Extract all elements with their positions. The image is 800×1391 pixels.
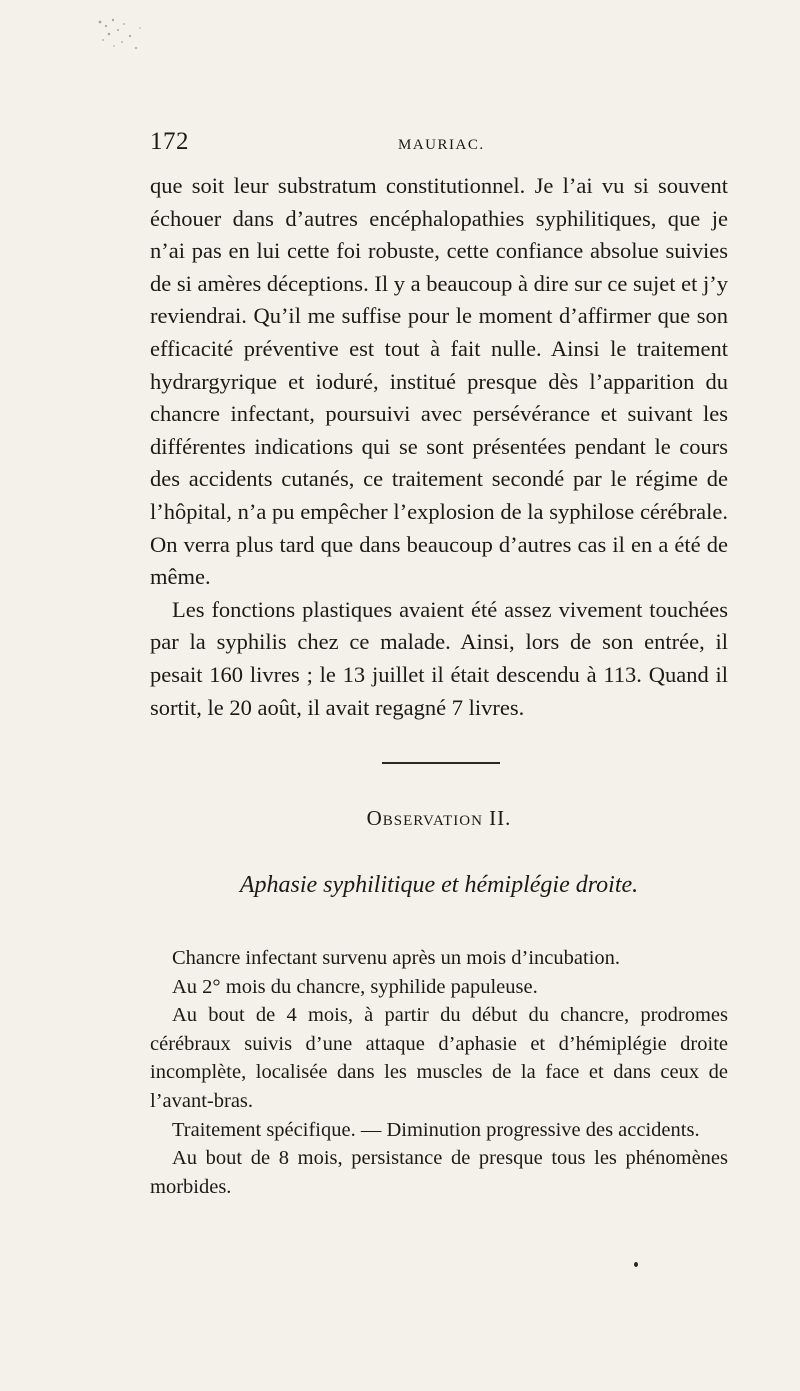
page-header bbox=[150, 128, 725, 162]
summary-line-treatment: Traitement spécifique. — Diminution progressive des accidents. bbox=[172, 1118, 700, 1141]
case-summary bbox=[150, 944, 728, 1201]
ink-speck bbox=[634, 1262, 638, 1267]
running-head: MAURIAC. bbox=[398, 137, 485, 153]
summary-line-persistence: Au bout de 8 mois, persistance de presque tous les phénomènes morbides. bbox=[150, 1147, 728, 1198]
paragraph-continuation: que soit leur substratum constitutionnel. Je l’ai vu si souvent échouer dans d’autres encéphalopathies syphilitiques, que je n’ai pas en lui cette foi robuste, cette confiance absolue suivies de si amères déceptions. Il y a beaucoup à dire sur ce sujet et j’y reviendrai. Qu’il me suffise pour le moment d’affirmer que son efficacité préventive est tout à fait nulle. Ainsi le traitement hydrargyrique et ioduré, institué presque dès l’apparition du chancre infectant, poursuivi avec persévérance et suivant les différentes indications qui se sont présentées pendant le cours des accidents cutanés, ce traitement secondé par le régime de l’hôpital, n’a pu empêcher l’explosion de la syphilose cérébrale. On verra plus tard que dans beaucoup d’autres cas il en a été de même. bbox=[150, 173, 728, 590]
observation-title: Observation II. bbox=[366, 806, 512, 830]
page-number: 172 bbox=[150, 128, 189, 155]
observation-subtitle: Aphasie syphilitique et hémiplégie droite. bbox=[239, 872, 639, 898]
section-divider bbox=[382, 762, 500, 764]
main-text bbox=[150, 170, 728, 724]
summary-line-incubation: Chancre infectant survenu après un mois d’incubation. bbox=[172, 947, 621, 969]
ink-smudge bbox=[78, 8, 158, 70]
paragraph-plastic-functions: Les fonctions plastiques avaient été assez vivement touchées par la syphilis chez ce malade. Ainsi, lors de son entrée, il pesait 160 livres ; le 13 juillet il était descendu à 113. Quand il sortit, le 20 août, il avait regagné 7 livres. bbox=[150, 596, 728, 720]
summary-line-syphilide: Au 2° mois du chancre, syphilide papuleuse. bbox=[172, 975, 538, 998]
summary-line-prodromes: Au bout de 4 mois, à partir du début du chancre, prodromes cérébraux suivis d’une attaque d’aphasie et d’hémiplégie droite incomplète, localisée dans les muscles de la face et dans ceux de l’avant-bras. bbox=[150, 1004, 728, 1112]
